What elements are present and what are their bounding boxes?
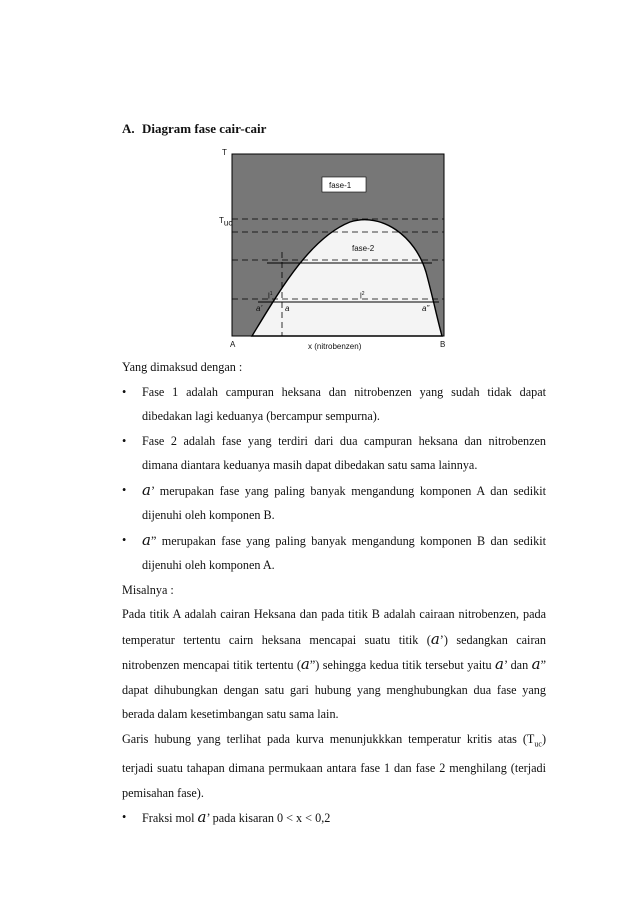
bullet-fase1: • Fase 1 adalah campuran heksana dan nitrobenzen yang sudah tidak dapat dibedakan lagi keduanya (bercampur sempurna). [122, 380, 546, 429]
t-axis-label: T [222, 148, 227, 157]
phase-diagram [200, 140, 470, 355]
bullet-dot: • [122, 532, 127, 547]
bullet-a-prime: • a’ merupakan fase yang paling banyak mengandung komponen A dan sedikit dijenuhi oleh komponen B. [122, 478, 546, 528]
intro-line: Yang dimaksud dengan : [122, 360, 243, 374]
phase2-label: fase-2 [352, 244, 375, 253]
bullet-dot: • [122, 482, 127, 497]
misalnya-line: Misalnya : [122, 582, 174, 597]
a-double-prime-label: a” [422, 304, 430, 313]
bullet-dot: • [122, 433, 127, 448]
tuc-axis-label: $T_{uc}$ [219, 216, 233, 228]
axis-a-label: A [230, 340, 236, 349]
bullet-a-double-prime: • a” merupakan fase yang paling banyak mengandung komponen B dan sedikit dijenuhi oleh komponen A. [122, 528, 546, 578]
phase1-label: fase-1 [329, 181, 352, 190]
bullet-dot: • [122, 384, 127, 399]
a-prime-label: a’ [256, 304, 263, 313]
a-label: a [285, 304, 290, 313]
phase-diagram-svg [200, 140, 470, 355]
axis-b-label: B [440, 340, 446, 349]
bullet-dot: • [122, 810, 127, 825]
section-heading [122, 121, 266, 137]
l2-label: $l^2$ [360, 291, 365, 301]
section-title: Diagram fase cair-cair [142, 121, 267, 136]
paragraph-1: Pada titik A adalah cairan Heksana dan pada titik B adalah cairaan nitrobenzen, pada temperatur tertentu cairn heksana mencapai suatu titik (a’) sedangkan cairan nitrobenzen mencapai titik tertentu (a”) sehingga kedua titik tersebut yaitu a’ dan a” dapat dihubungkan dengan satu gari hubung yang menghubungkan dua fase yang berada dalam kesetimbangan satu sama lain. [122, 607, 547, 721]
paragraph-2: Garis hubung yang terlihat pada kurva menunjukkkan temperatur kritis atas $(T_{uc})$ terjadi suatu tahapan dimana permukaan antara fase 1 dan fase 2 menghilang (terjadi pemisahan fase). [122, 731, 546, 800]
section-number: A. [122, 121, 135, 136]
body-text [122, 355, 546, 831]
bullet-fase2: • Fase 2 adalah fase yang terdiri dari dua campuran heksana dan nitrobenzen dimana diantara keduanya masih dapat dibedakan satu sama lainnya. [122, 429, 546, 478]
x-axis-label: x (nitrobenzen) [308, 342, 362, 351]
bullet-fraksi-mol: • Fraksi mol a’ pada kisaran 0 < x < 0,2 [122, 805, 546, 831]
l1-label: $l^1$ [268, 291, 273, 301]
